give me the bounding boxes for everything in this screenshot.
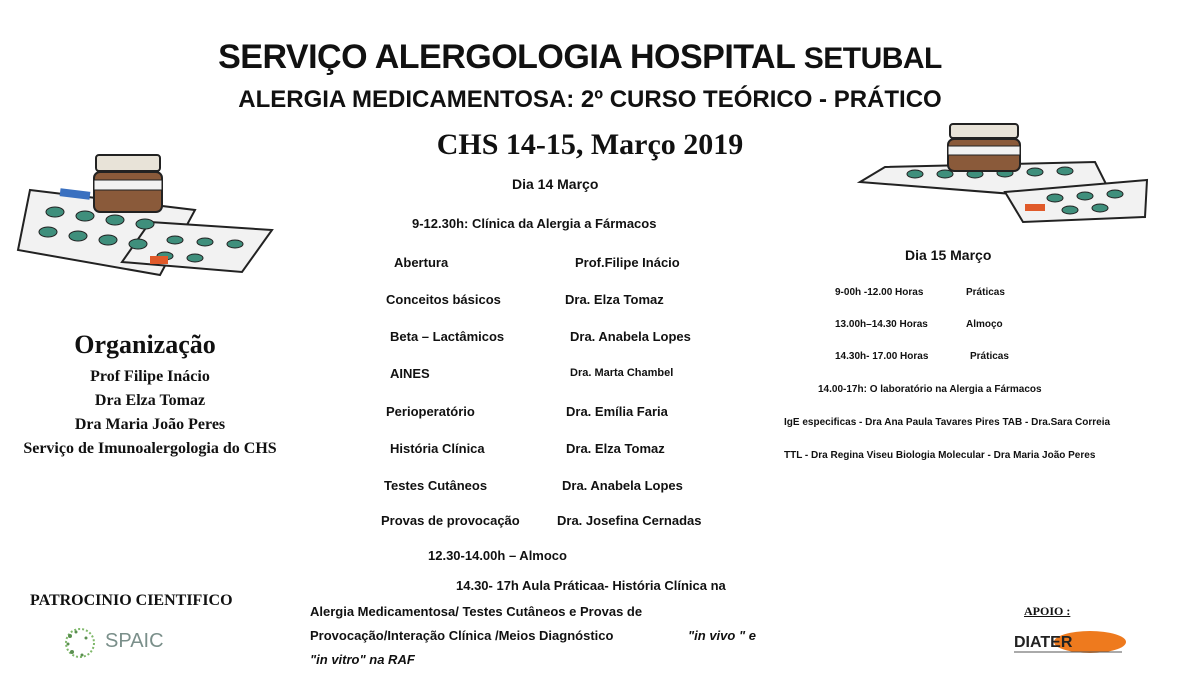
title-city: SETUBAL xyxy=(803,42,942,75)
medication-illustration-left xyxy=(10,150,280,285)
apoio-label: APOIO : xyxy=(1024,604,1071,618)
day15-time: 13.00h–14.30 Horas xyxy=(835,319,928,330)
diater-logo-text: DIATER xyxy=(1014,634,1073,651)
organization-member: Prof Filipe Inácio xyxy=(90,368,210,385)
day14-topic: Beta – Lactâmicos xyxy=(390,329,505,344)
day14-topic: Abertura xyxy=(394,255,449,270)
day15-heading: Dia 15 Março xyxy=(905,247,992,263)
organization-member: Dra Elza Tomaz xyxy=(94,392,206,409)
pill-jar-icon xyxy=(948,124,1020,171)
day14-topic: Testes Cutâneos xyxy=(384,478,488,493)
day15-time: 9-00h -12.00 Horas xyxy=(835,287,924,298)
organization-member: Serviço de Imunoalergologia do CHS xyxy=(23,440,277,457)
day14-topic: História Clínica xyxy=(390,441,485,456)
day14-speaker: Prof.Filipe Inácio xyxy=(575,255,680,270)
day14-lunch: 12.30-14.00h – Almoco xyxy=(428,548,567,563)
day15-lab: 14.00-17h: O laboratório na Alergia a Fármacos xyxy=(818,384,1042,395)
day15-lab-line: TTL - Dra Regina Viseu Biologia Molecular - Dra Maria João Peres xyxy=(784,450,1096,461)
page-subtitle: ALERGIA MEDICAMENTOSA: 2º CURSO TEÓRICO - PRÁTICO xyxy=(238,86,942,113)
day14-speaker: Dra. Josefina Cernadas xyxy=(557,513,702,528)
diater-logo xyxy=(1010,630,1126,656)
day14-session: 9-12.30h: Clínica da Alergia a Fármacos xyxy=(412,216,657,231)
day14-topic: Provas de provocação xyxy=(381,513,520,528)
scientific-sponsor-label: PATROCINIO CIENTIFICO xyxy=(30,592,233,609)
spaic-logo-text: SPAIC xyxy=(105,630,164,652)
day14-heading: Dia 14 Março xyxy=(512,176,599,192)
day14-speaker: Dra. Anabela Lopes xyxy=(562,478,683,493)
day14-afternoon-line: Provocação/Interação Clínica /Meios Diagnóstico xyxy=(310,628,614,643)
day14-afternoon-line: 14.30- 17h Aula Práticaa- História Clínica na xyxy=(456,578,726,593)
title-main: SERVIÇO ALERGOLOGIA HOSPITAL xyxy=(218,38,795,76)
day14-topic: Conceitos básicos xyxy=(386,292,501,307)
day14-topic: Perioperatório xyxy=(386,404,475,419)
organization-heading: Organização xyxy=(74,330,216,359)
day14-speaker: Dra. Elza Tomaz xyxy=(566,441,665,456)
day14-afternoon-invivo: "in vivo " e xyxy=(688,628,756,643)
event-dates: CHS 14-15, Março 2019 xyxy=(436,128,744,161)
day14-speaker: Dra. Elza Tomaz xyxy=(565,292,664,307)
day15-activity: Práticas xyxy=(970,351,1009,362)
medication-illustration-right xyxy=(855,122,1155,232)
day15-activity: Práticas xyxy=(966,287,1005,298)
day14-speaker: Dra. Anabela Lopes xyxy=(570,329,691,344)
organization-member: Dra Maria João Peres xyxy=(74,416,226,433)
day14-afternoon-line: "in vitro" na RAF xyxy=(310,652,415,667)
day14-topic: AINES xyxy=(390,366,430,381)
day14-speaker: Dra. Emília Faria xyxy=(566,404,668,419)
page-title xyxy=(0,38,1160,77)
day15-lab-line: IgE especificas - Dra Ana Paula Tavares Pires TAB - Dra.Sara Correia xyxy=(784,417,1111,428)
day15-activity: Almoço xyxy=(966,319,1003,330)
day14-afternoon-line: Alergia Medicamentosa/ Testes Cutâneos e Provas de xyxy=(310,604,643,619)
pill-jar-icon xyxy=(94,155,162,212)
day15-time: 14.30h- 17.00 Horas xyxy=(835,351,929,362)
spaic-logo-icon xyxy=(62,626,102,660)
day14-speaker: Dra. Marta Chambel xyxy=(570,367,674,379)
